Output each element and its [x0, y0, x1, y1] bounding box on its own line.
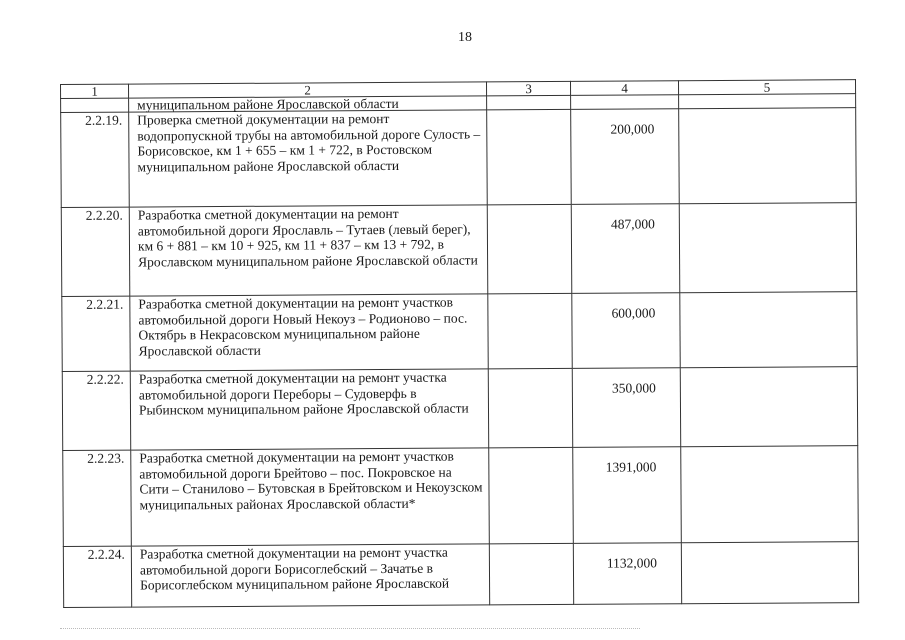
continuation-text: муниципальном районе Ярославской области [129, 96, 487, 112]
row-col-3 [489, 447, 574, 544]
row-description: Разработка сметной документации на ремонт участка автомобильной дороги Переборы – Судоверфь в Рыбинском муниципальном районе Ярославской области [130, 369, 488, 450]
row-col-5 [679, 108, 857, 204]
table-row [63, 446, 859, 547]
row-number: 2.2.24. [63, 546, 131, 607]
table-row [62, 367, 857, 451]
table-row [62, 292, 857, 372]
header-col-2: 2 [129, 82, 487, 98]
row-col-5 [681, 542, 858, 604]
header-col-5: 5 [678, 80, 855, 95]
table-row [61, 203, 857, 297]
row-col-3 [488, 368, 572, 448]
row-description: Разработка сметной документации на ремонт участков автомобильной дороги Новый Некоуз – Родионово – пос. Октябрь в Некрасовском муниципальном районе Ярославской области [130, 294, 488, 371]
row-description: Разработка сметной документации на ремонт участка автомобильной дороги Борисоглебский – Зачатье в Борисоглебском муниципальном районе Ярославской [131, 544, 489, 607]
row-number: 2.2.21. [62, 296, 130, 371]
row-amount: 350,000 [572, 368, 680, 448]
row-col-3 [489, 543, 573, 605]
row-number: 2.2.19. [61, 112, 130, 207]
row-number: 2.2.23. [63, 450, 132, 546]
page-number: 18 [458, 30, 472, 45]
row-col-5 [679, 203, 857, 293]
row-amount: 600,000 [572, 293, 680, 369]
row-description: Проверка сметной документации на ремонт водопропускной трубы на автомобильной дороге Сулость – Борисовское, км 1 + 655 – км 1 + 722, в Ростовском муниципальном районе Ярославской области [129, 110, 488, 207]
row-description: Разработка сметной документации на ремонт участков автомобильной дороги Брейтово – пос. Покровское на Сити – Станилово – Бутовская в Брейтовском и Некоузском муниципальных районах Ярославской области* [131, 448, 490, 546]
row-number: 2.2.20. [61, 207, 130, 296]
row-col-3 [487, 204, 572, 294]
scan-artifact-line [60, 628, 640, 630]
row-number: 2.2.22. [62, 371, 130, 450]
row-amount: 1132,000 [573, 543, 681, 605]
header-col-3: 3 [486, 81, 570, 96]
row-amount: 200,000 [571, 109, 680, 205]
row-col-5 [680, 367, 857, 447]
header-col-4: 4 [570, 81, 678, 96]
row-col-5 [680, 292, 857, 368]
row-col-5 [681, 446, 859, 543]
row-amount: 487,000 [571, 204, 680, 294]
row-col-3 [487, 109, 572, 205]
row-description: Разработка сметной документации на ремонт автомобильной дороги Ярославль – Тутаев (левый берег), км 6 + 881 – км 10 + 925, км 11 + 837 – км 13 + 792, в Ярославском муниципальном районе Ярославской области [129, 205, 488, 296]
table-row [63, 542, 858, 608]
budget-table [60, 79, 859, 608]
row-amount: 1391,000 [573, 447, 682, 544]
table-row [61, 108, 857, 208]
row-col-3 [488, 293, 572, 369]
header-col-1: 1 [61, 84, 129, 98]
